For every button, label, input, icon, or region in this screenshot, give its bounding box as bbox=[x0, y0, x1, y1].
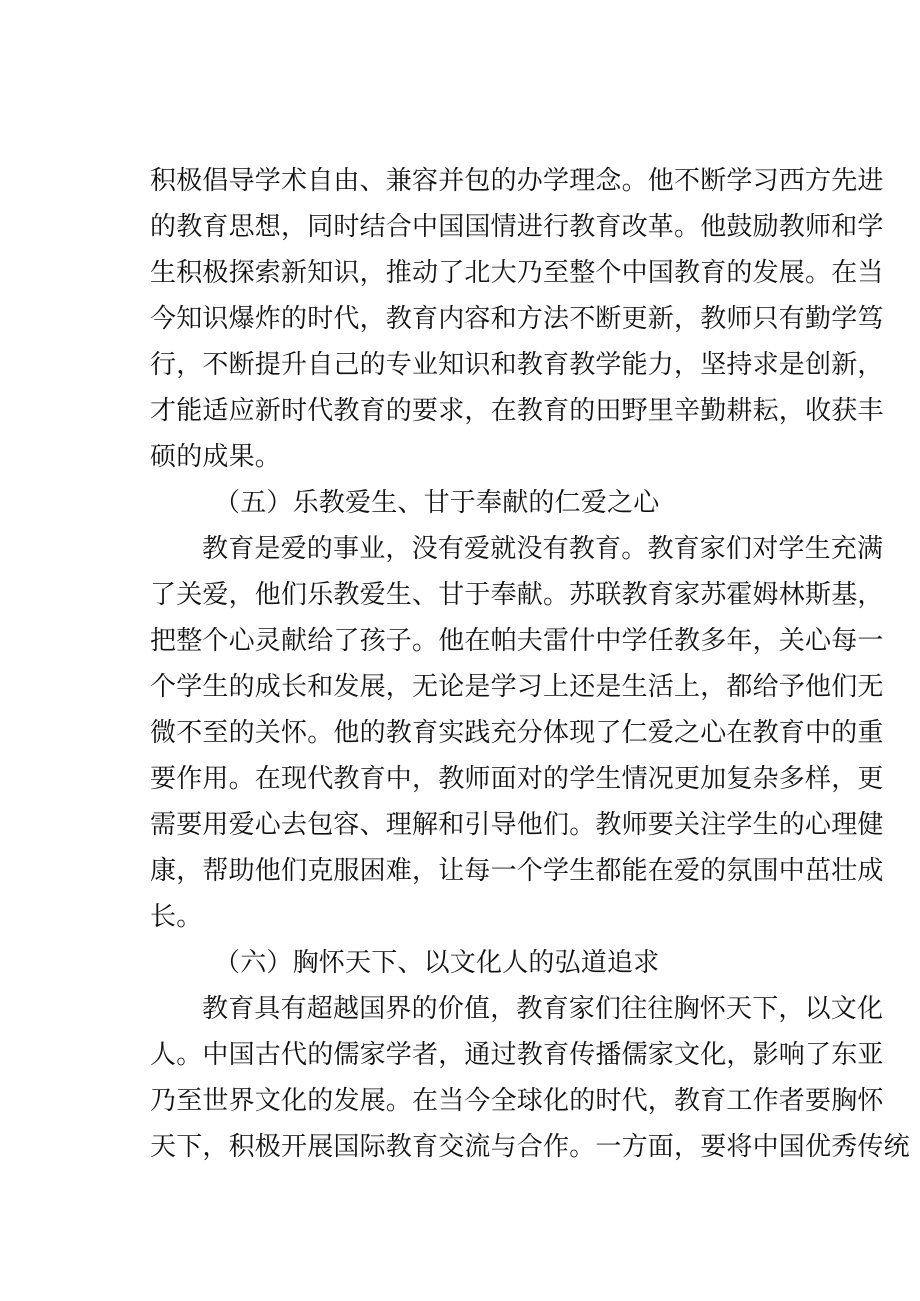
text-line: 教育是爱的事业，没有爱就没有教育。教育家们对学生充满 bbox=[202, 534, 884, 564]
document-body bbox=[150, 158, 910, 1170]
text-line: 康，帮助他们克服困难，让每一个学生都能在爱的氛围中茁壮成 bbox=[150, 856, 884, 886]
section-heading: （五）乐教爱生、甘于奉献的仁爱之心 bbox=[214, 488, 660, 518]
text-line: 的教育思想，同时结合中国国情进行教育改革。他鼓励教师和学 bbox=[150, 212, 884, 242]
text-line: 人。中国古代的儒家学者，通过教育传播儒家文化，影响了东亚 bbox=[150, 1040, 884, 1070]
section-6 bbox=[150, 940, 910, 1170]
text-line: 教育具有超越国界的价值，教育家们往往胸怀天下，以文化 bbox=[202, 994, 884, 1024]
text-line: 生积极探索新知识，推动了北大乃至整个中国教育的发展。在当 bbox=[150, 258, 884, 288]
text-line: 长。 bbox=[150, 902, 203, 932]
paragraph-continuation bbox=[150, 158, 884, 480]
text-line: 硕的成果。 bbox=[150, 442, 282, 472]
text-line: 了关爱，他们乐教爱生、甘于奉献。苏联教育家苏霍姆林斯基， bbox=[150, 580, 884, 610]
text-line: 要作用。在现代教育中，教师面对的学生情况更加复杂多样，更 bbox=[150, 764, 884, 794]
section-heading: （六）胸怀天下、以文化人的弘道追求 bbox=[214, 948, 660, 978]
text-line: 天下，积极开展国际教育交流与合作。一方面，要将中国优秀传统 bbox=[150, 1132, 910, 1162]
text-line: 微不至的关怀。他的教育实践充分体现了仁爱之心在教育中的重 bbox=[150, 718, 884, 748]
text-line: 才能适应新时代教育的要求，在教育的田野里辛勤耕耘，收获丰 bbox=[150, 396, 884, 426]
text-line: 乃至世界文化的发展。在当今全球化的时代，教育工作者要胸怀 bbox=[150, 1086, 884, 1116]
text-line: 个学生的成长和发展，无论是学习上还是生活上，都给予他们无 bbox=[150, 672, 884, 702]
text-line: 积极倡导学术自由、兼容并包的办学理念。他不断学习西方先进 bbox=[150, 166, 884, 196]
text-line: 把整个心灵献给了孩子。他在帕夫雷什中学任教多年，关心每一 bbox=[150, 626, 884, 656]
text-line: 今知识爆炸的时代，教育内容和方法不断更新，教师只有勤学笃 bbox=[150, 304, 884, 334]
section-5 bbox=[150, 480, 884, 940]
text-line: 需要用爱心去包容、理解和引导他们。教师要关注学生的心理健 bbox=[150, 810, 884, 840]
text-line: 行，不断提升自己的专业知识和教育教学能力，坚持求是创新， bbox=[150, 350, 884, 380]
